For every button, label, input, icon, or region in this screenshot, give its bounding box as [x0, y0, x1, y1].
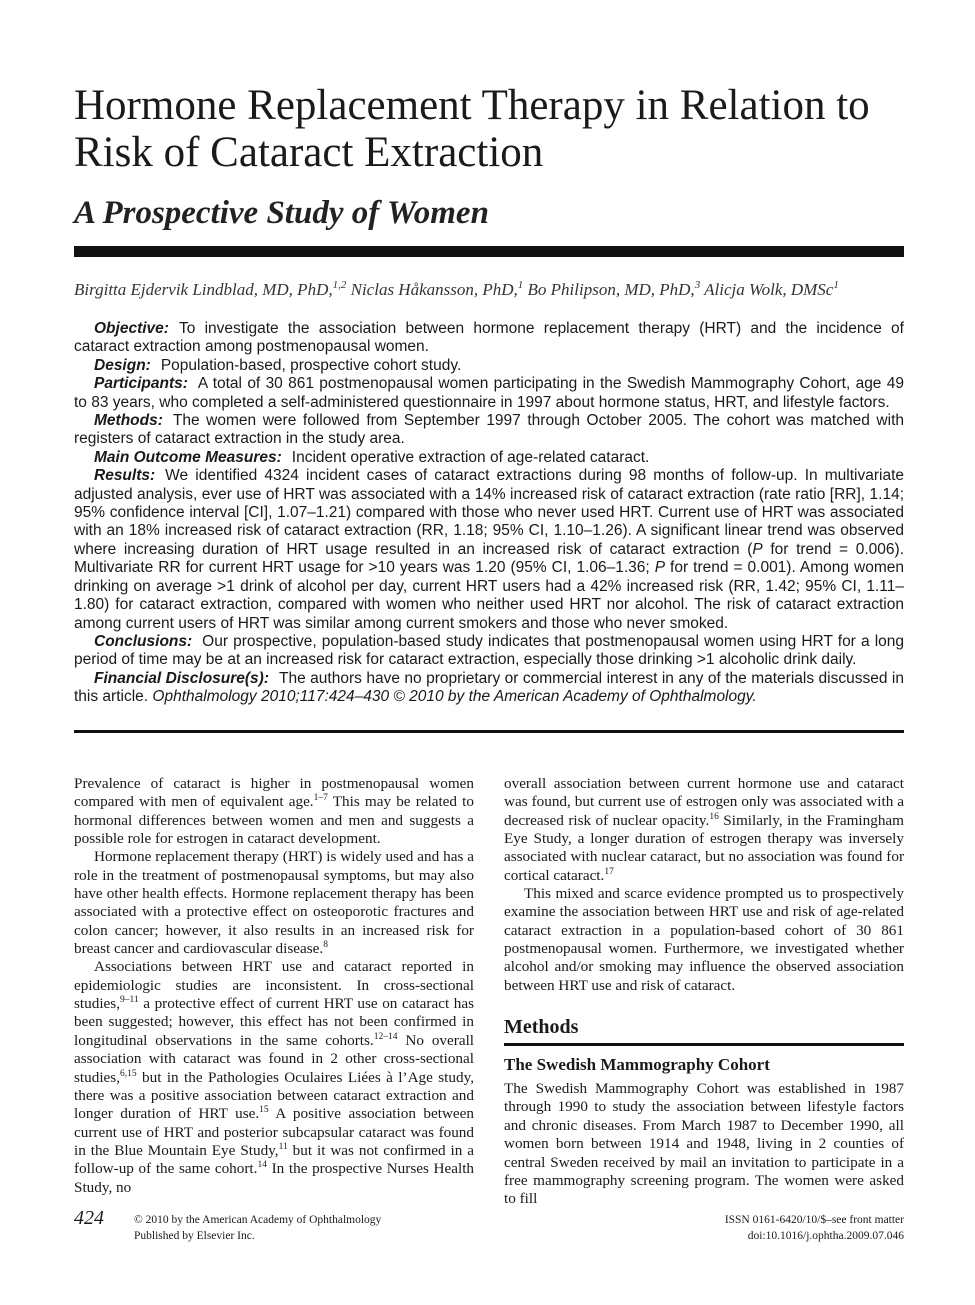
reference-link[interactable]: 11 — [278, 1141, 288, 1152]
body-text: This may be related to hormonal differences between women and men and suggests a possible role for estrogen in cataract development. — [74, 793, 474, 848]
p-value-symbol: P — [752, 540, 763, 558]
body-text: Associations between HRT use and cataract reported in epidemiologic studies are inconsistent. In cross-sectional studies, — [74, 958, 474, 1013]
reference-link[interactable]: 14 — [257, 1160, 267, 1171]
body-paragraph: This mixed and scarce evidence prompted us to prospectively examine the association between HRT use and risk of age-related cataract extraction in a population-based cohort of 30 861 postmenopausal women. Furthermore, we investigated whether alcohol and/or smoking may influence the observed association between HRT use and risk of cataract. — [504, 885, 904, 994]
abstract-label: Objective: — [94, 320, 169, 337]
author-list — [74, 278, 914, 302]
abstract-text: Our prospective, population-based study indicates that postmenopausal women using HRT for a long period of time may be at an increased risk for cataract extraction, especially those drinking >1 alcoholic drink daily. — [74, 632, 904, 669]
page-number: 424 — [74, 1207, 104, 1229]
abstract-label: Conclusions: — [94, 632, 193, 650]
abstract-text: The authors have no proprietary or commercial interest in any of the materials discussed in this article. — [74, 669, 904, 706]
abstract-text: Population-based, prospective cohort study. — [160, 356, 462, 374]
issn-line: ISSN 0161-6420/10/$–see front matter — [724, 1214, 904, 1226]
abstract-disclosure — [74, 670, 904, 707]
article-subtitle: A Prospective Study of Women — [74, 195, 489, 231]
author-name: Birgitta Ejdervik Lindblad, MD, PhD, — [74, 280, 333, 299]
body-text: Similarly, in the Framingham Eye Study, a longer duration of estrogen therapy was inversely associated with nuclear cataract, but no association was found for cortical cataract. — [504, 811, 904, 884]
footer-copyright — [134, 1212, 381, 1244]
body-paragraph — [504, 775, 904, 885]
abstract-results — [74, 467, 904, 633]
abstract-label: Results: — [94, 467, 156, 485]
abstract-text: To investigate the association between hormone replacement therapy (HRT) and the incidence of cataract extraction among postmenopausal women. — [74, 320, 904, 356]
body-text: A positive association between current use of HRT and posterior subcapsular cataract was found in the Blue Mountain Eye Study, — [74, 1105, 475, 1159]
body-text: No overall association with cataract was found in 2 other cross-sectional studies, — [74, 1031, 475, 1086]
abstract-text: A total of 30 861 postmenopausal women participating in the Swedish Mammography Cohort, age 49 to 83 years, who completed a self-administered questionnaire in 1997 about hormone status, HRT, and lifestyle factors. — [74, 375, 904, 411]
reference-link[interactable]: 15 — [259, 1105, 269, 1116]
doi-link[interactable]: doi:10.1016/j.ophtha.2009.07.046 — [747, 1230, 904, 1242]
abstract-outcome — [74, 449, 904, 467]
reference-link[interactable]: 17 — [604, 866, 614, 877]
body-text: Prevalence of cataract is higher in postmenopausal women compared with men of equivalent age. — [74, 775, 474, 811]
body-text: but in the Pathologies Oculaires Liées à l’Age study, there was a positive association between cataract extraction and longer duration of HRT use. — [74, 1068, 474, 1123]
author-name: Niclas Håkansson, PhD, — [350, 280, 518, 299]
abstract-label: Participants: — [94, 375, 188, 393]
abstract-text: The women were followed from September 1997 through October 2005. The cohort was matched with registers of cataract extraction in the study area. — [74, 412, 904, 448]
author-affiliation: 3 — [694, 279, 701, 291]
author-name: Bo Philipson, MD, PhD, — [527, 280, 695, 299]
author-affiliation: 1 — [517, 279, 524, 291]
abstract-label: Design: — [94, 356, 151, 374]
abstract-label: Methods: — [94, 412, 163, 430]
left-column — [74, 775, 474, 1197]
abstract — [74, 320, 904, 707]
article-title: Hormone Replacement Therapy in Relation to Risk of Cataract Extraction — [74, 82, 870, 176]
body-paragraph — [74, 848, 474, 958]
abstract-text: We identified 4324 incident cases of cataract extractions during 98 months of follow-up. In multivariate adjusted analysis, ever use of HRT was associated with a 14% increased risk of cataract extraction (rate ratio [RR], 1.14; 95% confidence interval [CI], 1.07–1.21) compared with those who never used HRT. Current use of HRT was associated with an 18% increased risk of cataract extraction (RR, 1.18; 95% CI, 1.10–1.26). A significant linear trend was observed where increasing duration of HRT usage resulted in an increased risk of cataract extraction ( — [74, 467, 904, 558]
p-value-symbol: P — [654, 559, 666, 577]
body-text: overall association between current hormone use and cataract was found, but current use of estrogen only was associated with a decreased risk of nuclear opacity. — [504, 775, 904, 829]
author-affiliation: 1 — [833, 279, 839, 291]
footer-identifiers — [725, 1212, 904, 1244]
subsection-heading: The Swedish Mammography Cohort — [504, 1055, 770, 1075]
body-paragraph: The Swedish Mammography Cohort was established in 1987 through 1990 to study the association between lifestyle factors and chronic diseases. From March 1987 to December 1990, all women born between 1914 and 1948, living in 2 counties of central Sweden received by mail an invitation to participate in a free mammography screening program. The women were asked to fill — [504, 1080, 904, 1208]
abstract-objective — [74, 320, 904, 357]
abstract-design — [74, 357, 904, 375]
section-heading-methods: Methods — [504, 1016, 579, 1039]
abstract-conclusions — [74, 633, 904, 670]
author-name: Alicja Wolk, DMSc — [704, 280, 834, 299]
abstract-text: for trend = 0.006). Multivariate RR for current HRT usage for >10 years was 1.20 (95% CI, 1.06–1.36; — [74, 540, 904, 577]
reference-link[interactable]: 8 — [323, 940, 328, 951]
abstract-participants — [74, 375, 904, 412]
body-text: In the prospective Nurses Health Study, no — [74, 1160, 475, 1196]
reference-link[interactable]: 12–14 — [373, 1031, 398, 1042]
section-divider — [504, 1043, 904, 1046]
author-affiliation: 1,2 — [332, 279, 347, 291]
abstract-label: Financial Disclosure(s): — [94, 669, 270, 687]
body-text: but it was not confirmed in a follow-up of the same cohort. — [74, 1141, 474, 1178]
right-column — [504, 775, 904, 1209]
copyright-line: © 2010 by the American Academy of Ophthalmology — [134, 1214, 382, 1226]
abstract-text: for trend = 0.001). Among women drinking on average >1 drink of alcohol per day, current HRT users had a 42% increased risk (RR, 1.42; 95% CI, 1.11–1.80) for cataract extraction, compared with women who neither used HRT nor alcohol. The risk of cataract extraction among current users of HRT was similar among current smokers and those who never smoked. — [74, 559, 904, 632]
reference-link[interactable]: 6,15 — [120, 1068, 137, 1079]
title-divider — [74, 246, 904, 257]
reference-link[interactable]: 9–11 — [120, 995, 139, 1006]
abstract-label: Main Outcome Measures: — [94, 448, 282, 466]
abstract-divider — [74, 730, 904, 733]
abstract-methods — [74, 412, 904, 449]
body-text: Hormone replacement therapy (HRT) is widely used and has a role in the treatment of postmenopausal symptoms, but may also have other health effects. Hormone replacement therapy has been associated with a protective effect on osteoporotic fractures and colon cancer; however, it also results in an increased risk for breast cancer and cardiovascular disease. — [74, 848, 474, 958]
reference-link[interactable]: 16 — [709, 811, 719, 822]
body-paragraph — [74, 958, 474, 1196]
body-text: a protective effect of current HRT use on cataract has been suggested; however, this effect has not been confirmed in longitudinal observations in the same cohorts. — [74, 995, 474, 1049]
abstract-text: Incident operative extraction of age-related cataract. — [291, 448, 650, 466]
journal-citation: Ophthalmology 2010;117:424–430 © 2010 by the American Academy of Ophthalmology. — [152, 688, 757, 706]
body-paragraph — [74, 775, 474, 848]
reference-link[interactable]: 1–7 — [313, 793, 328, 804]
publisher-line: Published by Elsevier Inc. — [134, 1230, 255, 1242]
